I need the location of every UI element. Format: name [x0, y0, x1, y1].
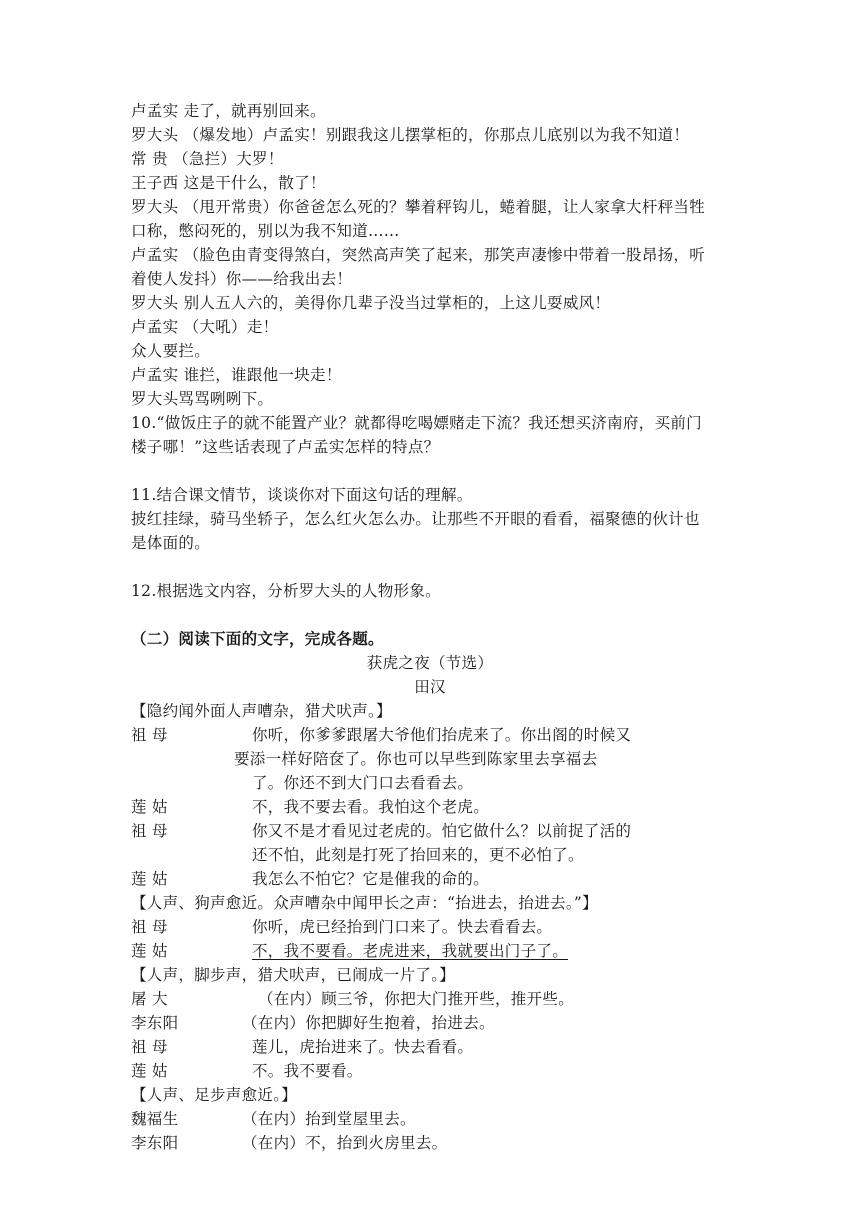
- dialogue-line: 着使人发抖）你——给我出去！: [131, 270, 353, 288]
- speech-line: （在内）顾三爷，你把大门推开些，推开些。: [258, 990, 575, 1008]
- dialogue-line: 卢孟实 走了，就再别回来。: [131, 102, 326, 120]
- question-11-quote-cont: 是体面的。: [131, 534, 211, 552]
- speaker-name: 李东阳: [131, 1014, 179, 1032]
- dialogue-line: 罗大头 （甩开常贵）你爸爸怎么死的？攀着秤钩儿，蜷着腿，让人家拿大杆秤当牲: [131, 198, 706, 216]
- speech-line: 我怎么不怕它？它是催我的命的。: [252, 870, 490, 888]
- speech-line: 你又不是才看见过老虎的。怕它做什么？以前捉了活的: [252, 822, 632, 840]
- speaker-name: 祖 母: [131, 822, 168, 840]
- speaker-name: 祖 母: [131, 1038, 168, 1056]
- speech-line: 你听，你爹爹跟屠大爷他们抬虎来了。你出阁的时候又: [252, 726, 632, 744]
- section-heading: （二）阅读下面的文字，完成各题。: [131, 630, 384, 648]
- speech-line: 要添一样好陪奁了。你也可以早些到陈家里去享福去: [234, 750, 598, 768]
- question-11-quote: 披红挂绿，骑马坐轿子，怎么红火怎么办。让那些不开眼的看看，福聚德的伙计也: [131, 510, 700, 528]
- question-10-cont: 楼子哪！”这些话表现了卢孟实怎样的特点？: [131, 438, 440, 456]
- speech-line: （在内）你把脚好生抱着，抬进去。: [242, 1014, 495, 1032]
- dialogue-line: 罗大头骂骂咧咧下。: [131, 390, 274, 408]
- speech-line: （在内）抬到堂屋里去。: [242, 1110, 416, 1128]
- underlined-speech-line: 不，我不要看。老虎进来，我就要出门子了。: [252, 942, 569, 960]
- speech-line: 不。我不要看。: [252, 1062, 363, 1080]
- dialogue-line: 王子西 这是干什么，散了！: [131, 174, 326, 192]
- dialogue-line: 罗大头 别人五人六的，美得你几辈子没当过掌柜的，上这儿耍威风！: [131, 294, 611, 312]
- speaker-name: 祖 母: [131, 726, 168, 744]
- speaker-name: 莲 姑: [131, 1062, 168, 1080]
- speech-line: 莲儿，虎抬进来了。快去看看。: [252, 1038, 474, 1056]
- speaker-name: 莲 姑: [131, 870, 168, 888]
- speaker-name: 莲 姑: [131, 942, 168, 960]
- speech-line: 了。你还不到大门口去看看去。: [252, 774, 474, 792]
- speech-line: 还不怕，此刻是打死了抬回来的，更不必怕了。: [252, 846, 584, 864]
- speech-line: 不，我不要去看。我怕这个老虎。: [252, 798, 490, 816]
- speech-line: （在内）不，抬到火房里去。: [242, 1134, 448, 1152]
- speaker-name: 魏福生: [131, 1110, 179, 1128]
- speaker-name: 李东阳: [131, 1134, 179, 1152]
- speaker-name: 屠 大: [131, 990, 168, 1008]
- excerpt-title: 获虎之夜（节选）: [366, 654, 494, 672]
- excerpt-author: 田汉: [414, 678, 446, 696]
- dialogue-line: 卢孟实 （大吼）走！: [131, 318, 279, 336]
- dialogue-line: 常 贵 （急拦）大罗！: [131, 150, 284, 168]
- dialogue-line: 卢孟实 （脸色由青变得煞白，突然高声笑了起来，那笑声凄惨中带着一股昂扬，听: [131, 246, 706, 264]
- question-11: 11.结合课文情节，谈谈你对下面这句话的理解。: [131, 486, 473, 504]
- dialogue-line: 卢孟实 谁拦，谁跟他一块走！: [131, 366, 342, 384]
- speaker-name: 祖 母: [131, 918, 168, 936]
- dialogue-line: 口称，憋闷死的，别以为我不知道……: [131, 222, 400, 240]
- speaker-name: 莲 姑: [131, 798, 168, 816]
- stage-direction: 【隐约闻外面人声嘈杂，猎犬吠声。】: [131, 702, 392, 720]
- stage-direction: 【人声、足步声愈近。】: [131, 1086, 298, 1104]
- question-12: 12.根据选文内容，分析罗大头的人物形象。: [131, 582, 441, 600]
- dialogue-line: 众人要拦。: [131, 342, 211, 360]
- dialogue-line: 罗大头 （爆发地）卢孟实！别跟我这儿摆掌柜的，你那点儿底别以为我不知道！: [131, 126, 690, 144]
- question-10: 10.“做饭庄子的就不能置产业？就都得吃喝嫖赌走下流？我还想买济南府，买前门: [131, 414, 702, 432]
- speech-line: 你听，虎已经抬到门口来了。快去看看去。: [252, 918, 553, 936]
- stage-direction: 【人声，脚步声，猎犬吠声，已闹成一片了。】: [131, 966, 456, 984]
- stage-direction: 【人声、狗声愈近。众声嘈杂中闻甲长之声：“抬进去，抬进去。”】: [131, 894, 598, 912]
